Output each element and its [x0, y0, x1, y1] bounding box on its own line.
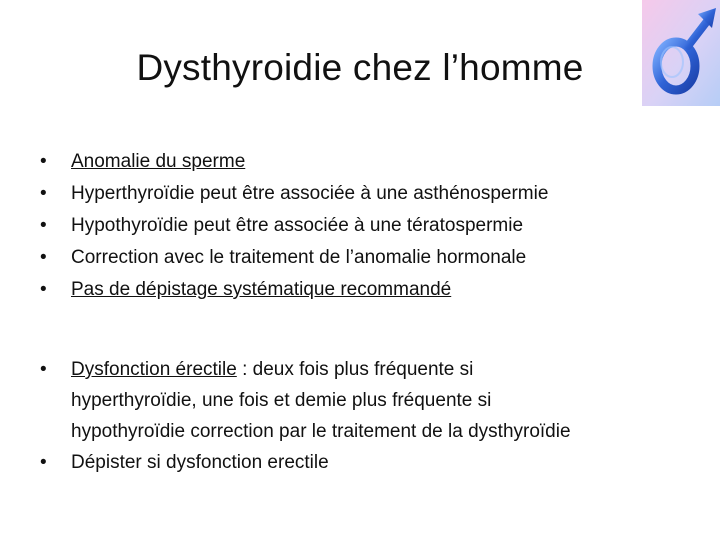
slide-title: Dysthyroidie chez l’homme — [136, 47, 584, 88]
list-item — [40, 178, 548, 210]
list-item-lead: Dysfonction érectile — [71, 359, 237, 380]
bullet-icon: • — [40, 452, 47, 473]
list-item — [40, 210, 548, 242]
list-item — [40, 146, 548, 178]
list-item-text: Hypothyroïdie peut être associée à une tératospermie — [71, 215, 524, 236]
male-symbol-icon — [642, 0, 720, 106]
bullet-icon: • — [40, 247, 47, 268]
bullet-icon: • — [40, 151, 47, 172]
list-item-text: Pas de dépistage systématique recommandé — [71, 279, 452, 300]
list-item-text: hypothyroïdie correction par le traitement de la dysthyroïdie — [71, 421, 571, 442]
list-item — [40, 447, 571, 478]
list-item — [40, 242, 548, 274]
list-item-text: Correction avec le traitement de l’anomalie hormonale — [71, 247, 527, 268]
list-item-text: : deux fois plus fréquente si — [236, 359, 474, 380]
list-item-text: Hyperthyroïdie peut être associée à une asthénospermie — [71, 183, 549, 204]
bullet-icon: • — [40, 279, 47, 300]
list-item — [40, 274, 548, 306]
list-item-text: hyperthyroïdie, une fois et demie plus fréquente si — [71, 390, 492, 411]
bullet-list-primary — [40, 146, 548, 306]
bullet-icon: • — [40, 359, 47, 380]
list-item-text: Dépister si dysfonction erectile — [71, 452, 329, 473]
list-item — [40, 354, 571, 447]
bullet-list-secondary — [40, 354, 571, 478]
bullet-icon: • — [40, 183, 47, 204]
list-item-text: Anomalie du sperme — [71, 151, 246, 172]
bullet-icon: • — [40, 215, 47, 236]
